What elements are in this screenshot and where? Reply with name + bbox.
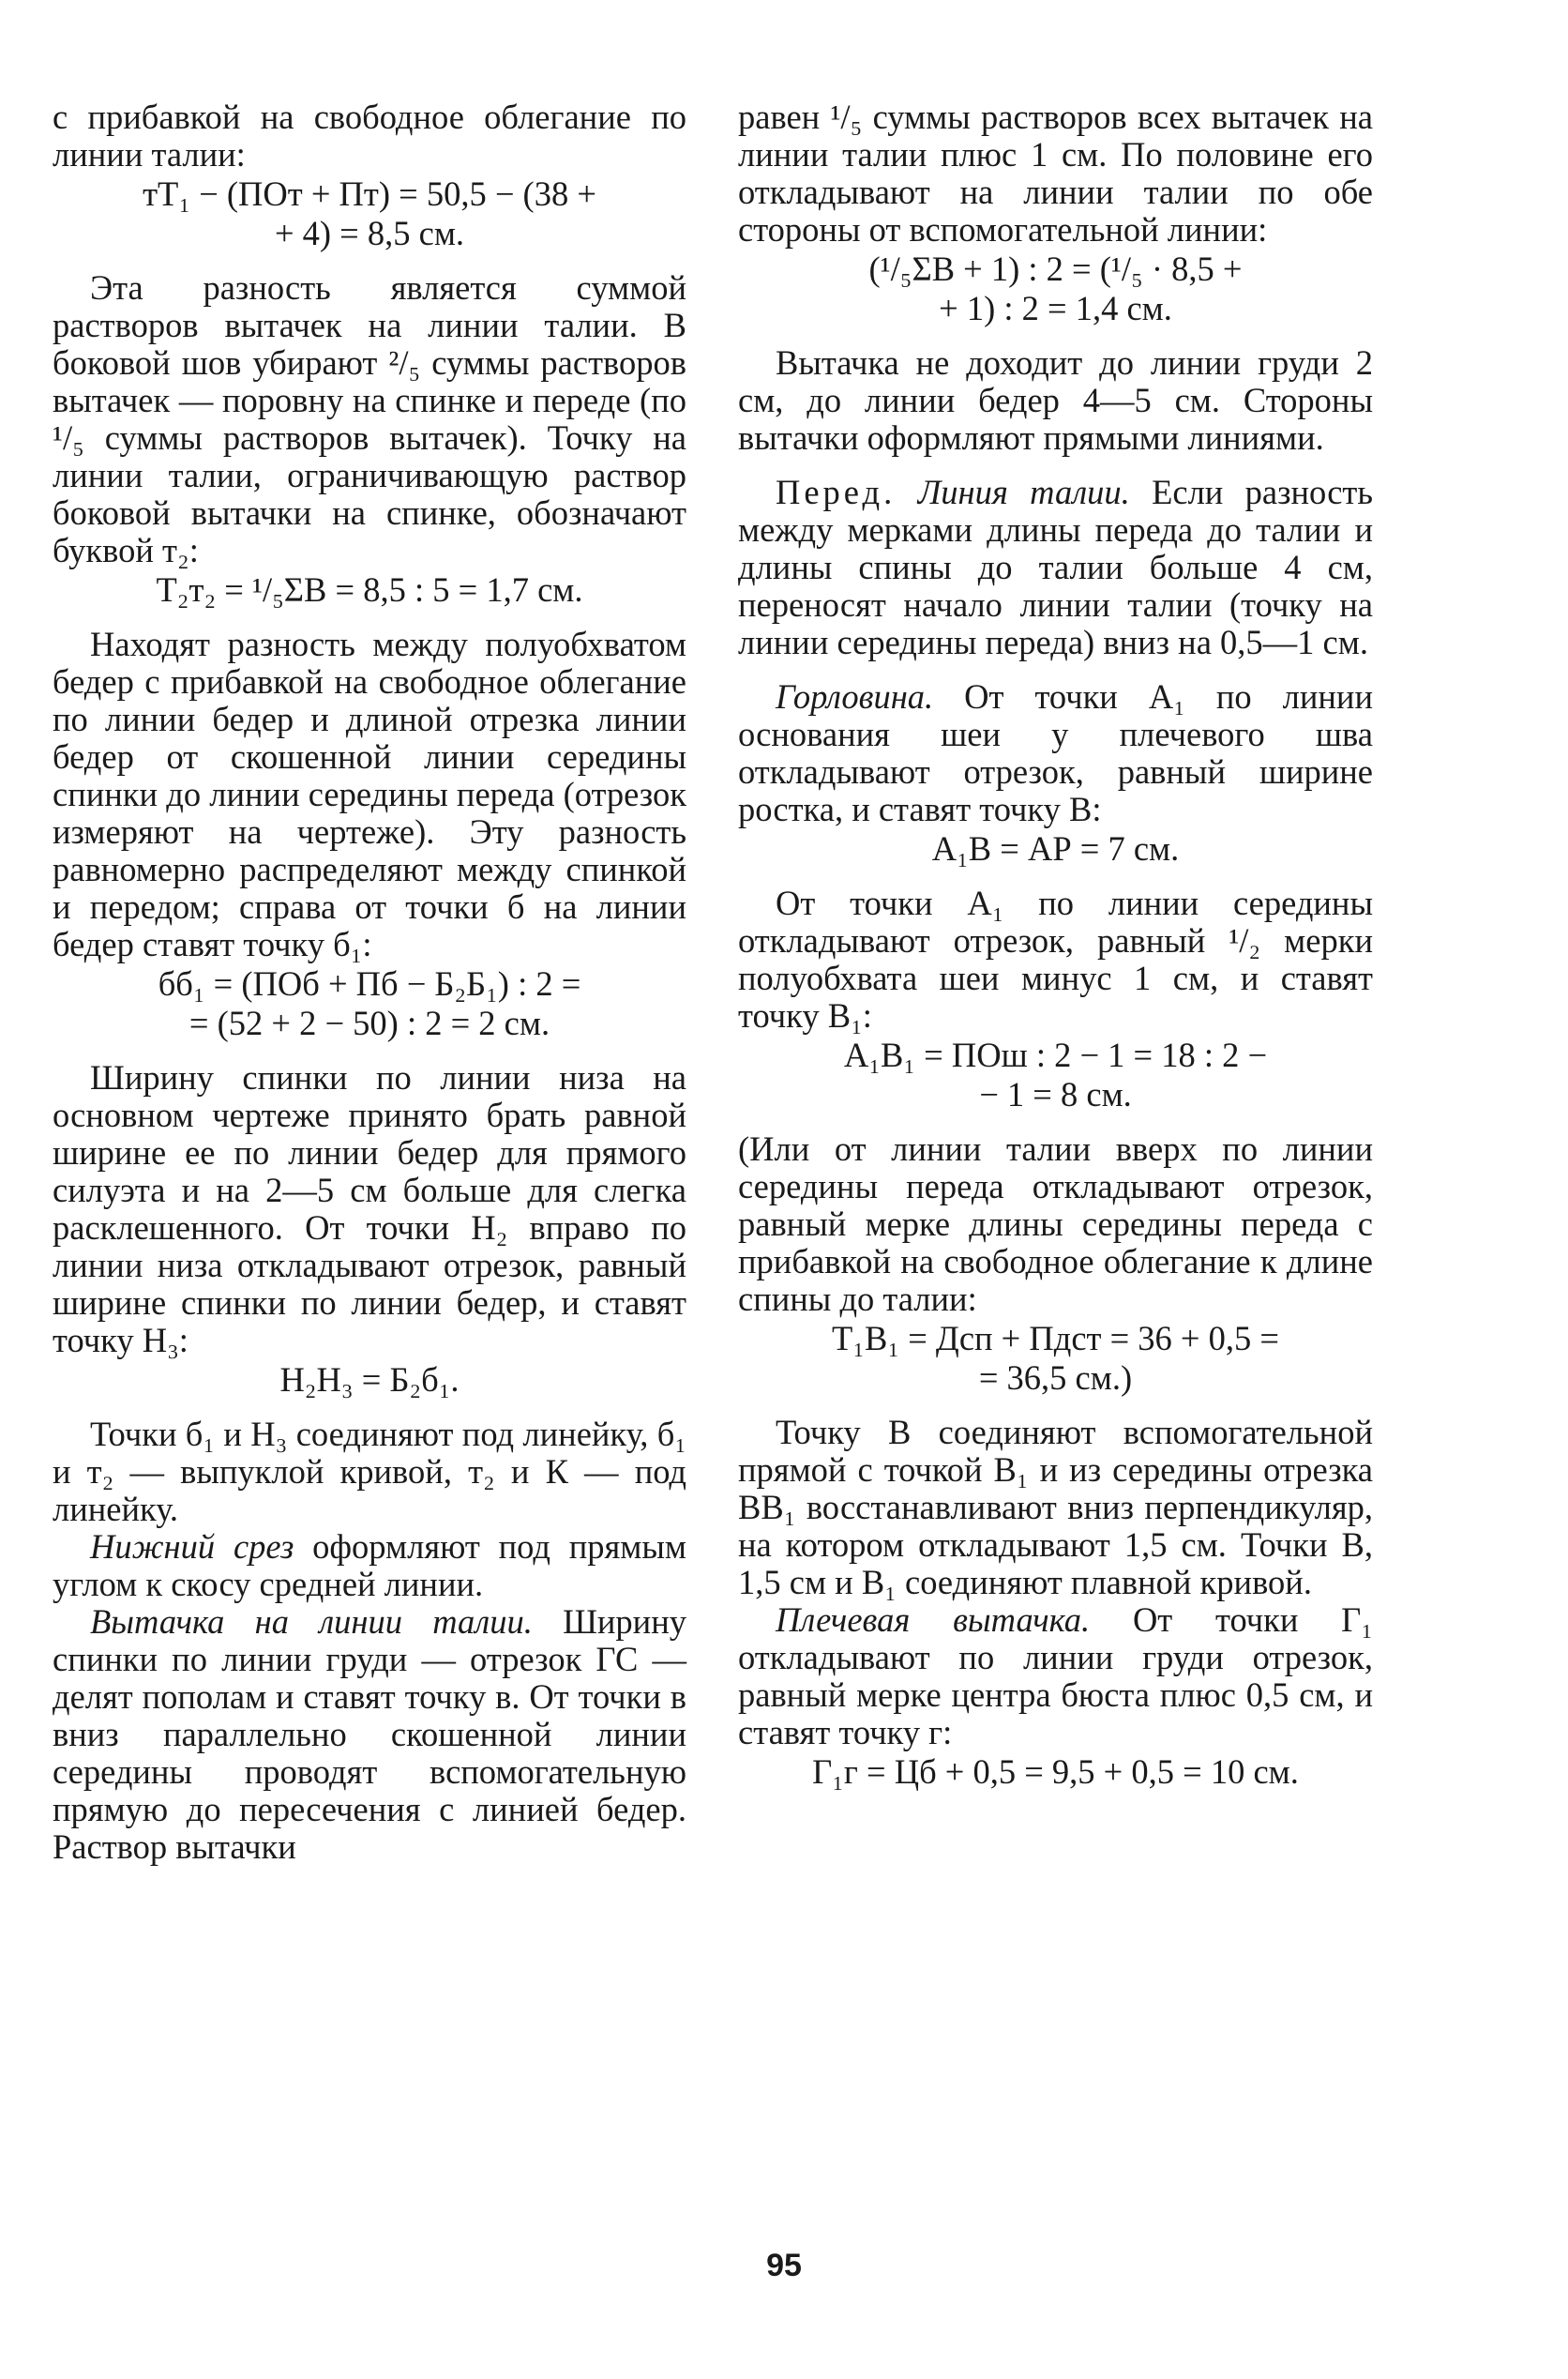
paragraph-text: оформляют под прямым углом к скосу средней линии. (53, 1527, 687, 1603)
formula: А₁В = АР = 7 см. (931, 829, 1180, 868)
paragraph: От точки А₁ по линии середины откладывают отрезок, равный ¹/₂ мерки полуобхвата шеи минус 1 см, и ставят точку В₁: (738, 884, 1373, 1035)
paragraph: Вытачка не доходит до линии груди 2 см, до линии бедер 4—5 см. Стороны вытачки оформляют прямыми линиями. (738, 343, 1373, 457)
formula-continuation: = 36,5 см.) (978, 1358, 1133, 1397)
formula: Т₁В₁ = Дсп + Пдст = 36 + 0,5 = (832, 1319, 1279, 1357)
formula: бб₁ = (ПОб + Пб − Б₂Б₁) : 2 = (158, 964, 581, 1003)
section-heading: Вытачка на линии талии. (90, 1602, 533, 1641)
section-heading: Нижний срез (90, 1527, 294, 1566)
page-number: 95 (766, 2248, 802, 2283)
subsection-heading: Линия талии. (917, 473, 1130, 511)
right-column (738, 98, 1373, 1793)
formula: Н₂Н₃ = Б₂б₁. (279, 1360, 460, 1399)
paragraph: с прибавкой на свободное облегание по линии талии: (53, 98, 686, 174)
formula: А₁В₁ = ПОш : 2 − 1 = 18 : 2 − (843, 1036, 1268, 1074)
paragraph (738, 474, 1373, 661)
paragraph: Точки б₁ и Н₃ соединяют под линейку, б₁ и т₂ — выпуклой кривой, т₂ и К — под линейку. (53, 1415, 686, 1528)
paragraph-text: От точки А₁ по линии основания шеи у плечевого шва откладывают отрезок, равный ширине ростка, и ставят точку В: (738, 677, 1373, 828)
paragraph (53, 1603, 686, 1866)
paragraph-text: От точки Г₁ откладывают по линии груди отрезок, равный мерке центра бюста плюс 0,5 см, и ставят точку г: (738, 1600, 1373, 1751)
formula: Т₂т₂ = ¹/₅ΣВ = 8,5 : 5 = 1,7 см. (156, 570, 583, 609)
formula: (¹/₅ΣВ + 1) : 2 = (¹/₅ · 8,5 + (868, 250, 1243, 288)
formula: тТ₁ − (ПОт + Пт) = 50,5 − (38 + (143, 174, 596, 213)
paragraph (53, 1528, 686, 1603)
paragraph (738, 1601, 1373, 1751)
paragraph: Точку В соединяют вспомогательной прямой с точкой В₁ и из середины отрезка ВВ₁ восстанавливают вниз перпендикуляр, на котором откладывают 1,5 см. Точки В, 1,5 см и В₁ соединяют плавной кривой. (738, 1413, 1373, 1601)
formula-continuation: + 1) : 2 = 1,4 см. (939, 289, 1172, 327)
formula-continuation: − 1 = 8 см. (979, 1075, 1132, 1114)
paragraph (738, 678, 1373, 828)
formula-continuation: + 4) = 8,5 см. (274, 214, 465, 252)
paragraph-text: Если разность между мерками длины переда до талии и длины спины до талии больше 4 см, переносят начало линии талии (точку на линии середины переда) вниз на 0,5—1 см. (738, 473, 1374, 661)
paragraph: (Или от линии талии вверх по линии середины переда откладывают отрезок, равный мерке длины середины переда с прибавкой на свободное облегание к длине спины до талии: (738, 1129, 1373, 1318)
subsection-heading: Плечевая вытачка. (776, 1600, 1091, 1639)
paragraph: Эта разность является суммой растворов вытачек на линии талии. В боковой шов убирают ²/₅ суммы растворов вытачек — поровну на спинке и переде (по ¹/₅ суммы растворов вытачек). Точку на линии талии, ограничивающую раствор боковой вытачки на спинке, обозначают буквой т₂: (53, 268, 686, 569)
formula: Г₁г = Цб + 0,5 = 9,5 + 0,5 = 10 см. (812, 1752, 1299, 1791)
subsection-heading: Горловина. (776, 677, 934, 716)
paragraph: Ширину спинки по линии низа на основном чертеже принято брать равной ширине ее по линии бедер для прямого силуэта и на 2—5 см больше для слегка расклешенного. От точки Н₂ вправо по линии низа откладывают отрезок, равный ширине спинки по линии бедер, и ставят точку Н₃: (53, 1058, 686, 1359)
paragraph: равен ¹/₅ суммы растворов всех вытачек на линии талии плюс 1 см. По половине его откладывают на линии талии по обе стороны от вспомогательной линии: (738, 98, 1373, 249)
paragraph: Находят разность между полуобхватом бедер с прибавкой на свободное облегание по линии бедер и длиной отрезка линии бедер от скошенной линии середины спинки до линии середины переда (отрезок измеряют на чертеже). Эту разность равномерно распределяют между спинкой и передом; справа от точки б на линии бедер ставят точку б₁: (53, 625, 686, 963)
paragraph-text: Ширину спинки по линии груди — отрезок ГС — делят пополам и ставят точку в. От точки в вниз параллельно скошенной линии середины проводят вспомогательную прямую до пересечения с линией бедер. Раствор вытачки (53, 1602, 686, 1866)
section-heading: Перед. (776, 473, 897, 511)
formula-continuation: = (52 + 2 − 50) : 2 = 2 см. (188, 1004, 550, 1042)
left-column (53, 98, 686, 1866)
